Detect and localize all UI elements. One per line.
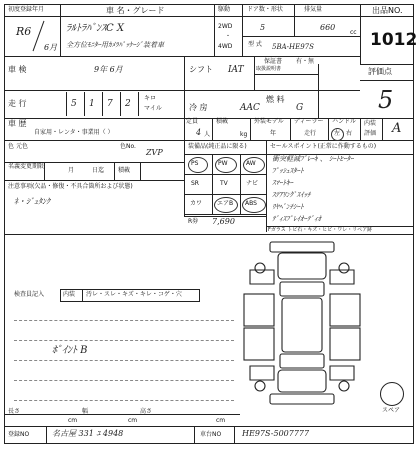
roof: [282, 298, 322, 352]
sales-point-5: ﾘﾔﾍﾞﾝﾁｼｰﾄ: [272, 203, 304, 211]
height-cm: cm: [216, 417, 226, 424]
car-detail: 全方位ﾓﾆﾀｰ用ｶﾒﾗﾊﾟｯｹｰｼﾞ装着車: [66, 41, 164, 49]
color-code: ZVP: [146, 148, 163, 157]
color-number-label: 色No.: [120, 143, 136, 150]
left-rear-door: [244, 328, 274, 360]
handle-label: ハンドル: [332, 118, 357, 125]
drive-label: 駆動: [218, 6, 231, 13]
inspection-label: 車 検: [8, 65, 27, 74]
front-bumper: [270, 242, 334, 252]
color-section: 色: [8, 143, 15, 150]
equip-navi: ナビ: [246, 180, 259, 187]
dealer-label: ディーラー: [294, 118, 324, 125]
inspection-value: 9年 6月: [94, 65, 123, 74]
left-front-wheel: [255, 263, 265, 273]
left-rear-fender: [250, 366, 274, 380]
year-ago-label: 年: [270, 130, 277, 137]
car-name: ﾗﾙﾄﾗﾊﾞﾝｽC X: [66, 23, 124, 34]
equip-abs-circle: [242, 197, 266, 213]
interior-label: 内装: [364, 120, 377, 127]
mileage-digit-3: 7: [107, 99, 113, 109]
drive-2wd: 2WD: [218, 23, 233, 30]
notes-header: 注意事項(欠品・修復・不具合箇所および状態): [8, 183, 133, 190]
equip-ps: PS: [191, 160, 199, 167]
cc-unit: cc: [350, 29, 357, 36]
mileage-mile: マイル: [144, 105, 162, 112]
mileage-digit-2: 1: [89, 99, 95, 109]
interior-terms: 汚レ・スレ・キズ・キレ・コゲ・穴: [86, 291, 182, 298]
width-cm: cm: [128, 417, 138, 424]
auction-inspection-sheet: [4, 4, 418, 444]
sales-point-3: ｽﾏｰﾄｷｰ: [272, 179, 293, 187]
sales-point-2: ﾌﾟｯｼｭｽﾀｰﾄ: [272, 167, 304, 175]
equip-tv: TV: [220, 180, 228, 187]
rear-window: [280, 354, 324, 368]
model-label: 型 式: [248, 41, 262, 48]
height-label: 高さ: [140, 408, 153, 415]
load-unit: kg: [240, 131, 248, 138]
drive-4wd: 4WD: [218, 43, 233, 50]
capacity-unit: 人: [204, 131, 211, 138]
recycle-value: 7,690: [212, 217, 235, 226]
name-grade-label: 車 名・グレード: [106, 6, 165, 15]
ac-label: 冷 房: [189, 103, 208, 112]
manual-label: 取扱説明書: [256, 66, 282, 72]
ac-value: AAC: [240, 103, 260, 113]
right-front-wheel: [339, 263, 349, 273]
original-color-label: 元色: [16, 143, 29, 150]
mileage-km: キロ: [144, 95, 157, 102]
equip-pw-circle: [215, 157, 237, 173]
rating-score: 5: [378, 86, 394, 114]
glass-note: Fガラス トビ石・キズ・ヒビ・ワレ・リペア跡: [268, 227, 373, 233]
reg-no-label: 登録NO: [8, 431, 30, 438]
notes-value: ﾈ・ｼﾞｭﾀﾝｸ: [14, 197, 50, 206]
width-label: 幅: [82, 408, 89, 415]
model-code: 5BA-HE97S: [272, 43, 314, 51]
chassis-no-label: 車台NO: [200, 431, 222, 438]
inspector-entry-label: 検査員記入: [14, 291, 45, 298]
capacity-label: 定員: [186, 118, 199, 125]
equip-airbag: エアB: [217, 200, 234, 207]
car-damage-diagram: [240, 238, 364, 414]
left-right-option: 左・右: [334, 130, 353, 137]
sales-header: セールスポイント(正常に作動するもの): [270, 143, 377, 150]
chassis-number: HE97S-5007777: [242, 429, 310, 438]
spare-tire-icon: [380, 382, 404, 406]
equip-sr: SR: [191, 180, 199, 187]
equip-leather: カワ: [190, 200, 203, 207]
name-change-label: 名義変更期限: [8, 163, 45, 170]
name-change-date: 日迄: [92, 167, 105, 174]
left-rear-wheel: [255, 381, 265, 391]
history-options: 自家用・レンタ・事業用（ ）: [34, 129, 114, 136]
drive-dot: ・: [225, 33, 232, 40]
equip-ps-circle: [188, 157, 208, 173]
interior-grade: A: [392, 121, 402, 136]
door-label: ドア数・形状: [247, 6, 283, 13]
shift-value: IAT: [228, 65, 244, 75]
mileage-digit-4: 2: [125, 99, 131, 109]
sales-point-4: ｽﾃｱﾘﾝｸﾞｽｲｯﾁ: [272, 191, 311, 199]
history-label: 車 歴: [8, 119, 27, 128]
length-label: 長さ: [8, 408, 21, 415]
traveled-label: 走行: [304, 130, 317, 137]
displacement-value: 660: [320, 23, 336, 32]
displacement-label: 排気量: [304, 6, 323, 13]
name-change-month: 月: [68, 167, 75, 174]
equip-airbag-circle: [214, 197, 238, 213]
spare-label: スペア: [382, 407, 401, 414]
right-rear-wheel: [339, 381, 349, 391]
load-box-label: 積載: [118, 167, 131, 174]
lot-number: 1012: [370, 30, 418, 50]
warranty-label: 保証書: [264, 58, 283, 65]
right-rear-door: [330, 328, 360, 360]
equip-aw: AW: [246, 160, 256, 167]
equipment-header: 装備品(純正品に限る): [188, 143, 247, 150]
warranty-presence: 有・無: [296, 58, 315, 65]
interior-dirt-label: 内装: [63, 291, 76, 298]
mileage-label: 走 行: [8, 99, 27, 108]
hood: [278, 253, 326, 279]
rating-label: 評価点: [368, 67, 392, 76]
capacity-value: 4: [196, 128, 202, 137]
recycle-label: R券: [188, 218, 199, 225]
model-change-label: 外装モデル: [254, 118, 284, 125]
tailgate: [278, 370, 326, 392]
door-count: 5: [260, 23, 266, 32]
equip-abs: ABS: [245, 200, 257, 207]
left-front-door: [244, 294, 274, 326]
first-reg-month: 6月: [44, 43, 58, 52]
registration-number: 名古屋 331 ﾕ 4948: [52, 429, 124, 438]
first-reg-era: R6: [16, 25, 32, 38]
interior-eval-label: 評価: [364, 130, 377, 137]
shift-label: シフト: [189, 65, 213, 74]
first-reg-label: 初度登録年月: [8, 6, 45, 13]
steering-left-circle: [331, 128, 344, 141]
inspector-note: ﾎﾟｲﾝﾄ B: [52, 345, 88, 356]
rear-bumper: [270, 394, 334, 404]
right-rear-fender: [330, 366, 354, 380]
sales-point-1: 衝突軽減ﾌﾞﾚｰｷ 、 ｼｰﾄﾋｰﾀｰ: [272, 155, 354, 163]
windshield: [280, 282, 324, 296]
fuel-label: 燃 料: [266, 95, 285, 104]
right-front-door: [330, 294, 360, 326]
sales-point-6: ﾃﾞｨｽﾌﾟﾚｲｵｰﾃﾞｨｵ: [272, 215, 321, 223]
equip-pw: PW: [218, 160, 228, 167]
fuel-value: G: [296, 103, 304, 113]
load-label: 積載: [216, 118, 229, 125]
mileage-digit-1: 5: [71, 99, 77, 109]
length-cm: cm: [68, 417, 78, 424]
lot-label: 出品NO.: [372, 6, 403, 15]
equip-aw-circle: [243, 157, 265, 173]
